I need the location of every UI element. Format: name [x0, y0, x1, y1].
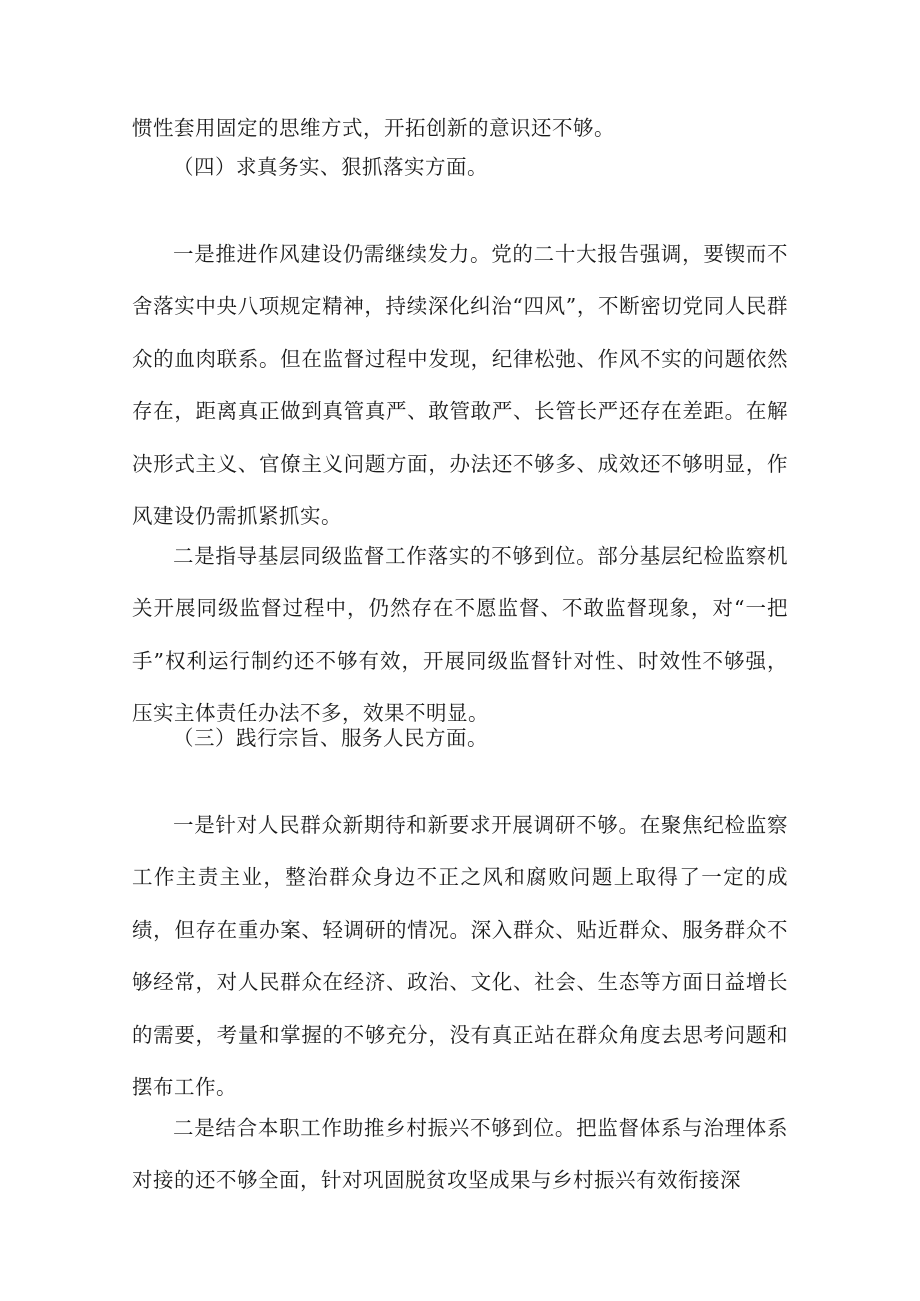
section-heading-three: （三）践行宗旨、服务人民方面。 — [173, 726, 488, 750]
paragraph-rural-revitalization: 二是结合本职工作助推乡村振兴不够到位。把监督体系与治理体系对接的还不够全面，针对巩固脱贫攻坚成果与乡村振兴有效衔接深 — [132, 1116, 788, 1193]
paragraph-continuation: 惯性套用固定的思维方式，开拓创新的意识还不够。 — [132, 116, 615, 140]
paragraph-research: 一是针对人民群众新期待和新要求开展调研不够。在聚焦纪检监察工作主责主业，整治群众身边不正之风和腐败问题上取得了一定的成绩，但存在重办案、轻调研的情况。深入群众、贴近群众、服务群众不够经常，对人民群众在经济、政治、文化、社会、生态等方面日益增长的需要，考量和掌握的不够充分，没有真正站在群众角度去思考问题和摆布工作。 — [132, 813, 788, 1100]
section-heading-four: （四）求真务实、狠抓落实方面。 — [173, 155, 488, 179]
paragraph-style-building: 一是推进作风建设仍需继续发力。党的二十大报告强调，要锲而不舍落实中央八项规定精神，持续深化纠治“四风”，不断密切党同人民群众的血肉联系。但在监督过程中发现，纪律松弛、作风不实的问题依然存在，距离真正做到真管真严、敢管敢严、长管长严还存在差距。在解决形式主义、官僚主义问题方面，办法还不够多、成效还不够明显，作风建设仍需抓紧抓实。 — [132, 242, 788, 529]
paragraph-peer-supervision: 二是指导基层同级监督工作落实的不够到位。部分基层纪检监察机关开展同级监督过程中，仍然存在不愿监督、不敢监督现象，对“一把手”权利运行制约还不够有效，开展同级监督针对性、时效性不够强，压实主体责任办法不多，效果不明显。 — [132, 544, 788, 726]
